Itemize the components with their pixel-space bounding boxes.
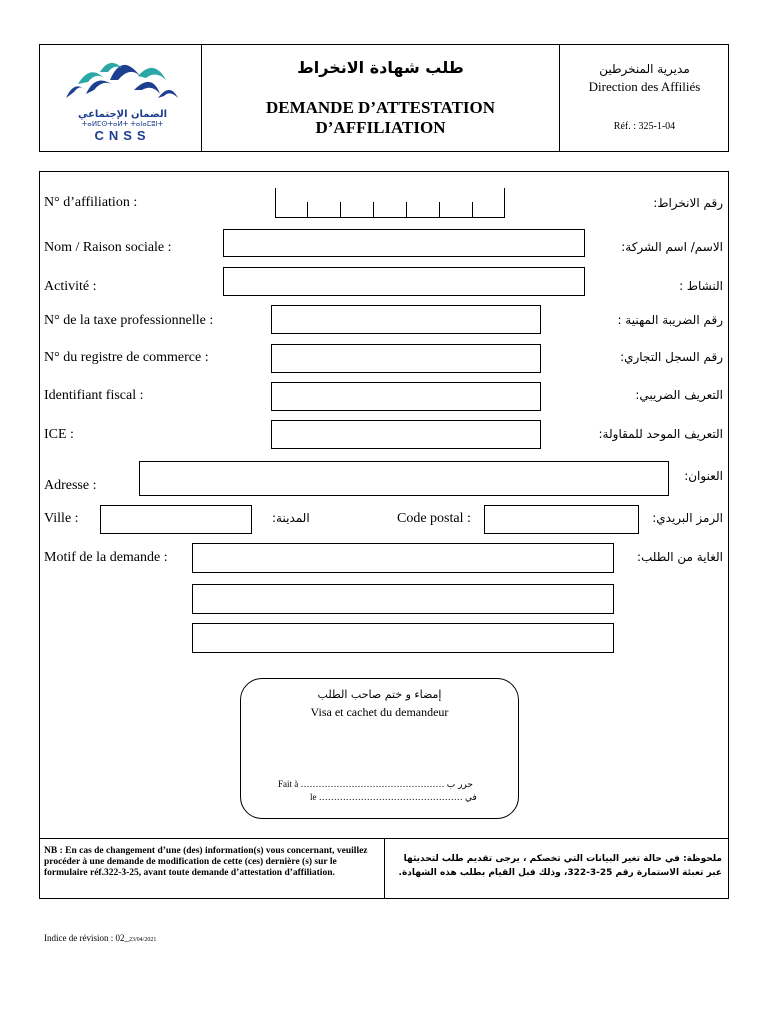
address-label: Adresse : — [44, 478, 97, 493]
activity-field[interactable] — [223, 267, 585, 296]
tax-id-field[interactable] — [271, 382, 541, 411]
logo-acronym: CNSS — [94, 128, 151, 143]
revision-date: 23/04/2021 — [128, 937, 157, 943]
title-french-line2: D’AFFILIATION — [315, 118, 446, 137]
tax-label-arabic: رقم الضريبة المهنية : — [617, 313, 723, 327]
tax-label: N° de la taxe professionnelle : — [44, 313, 214, 328]
cnss-logo-mark — [60, 50, 185, 108]
le-label: le — [310, 792, 317, 802]
tax-field[interactable] — [271, 305, 541, 334]
affiliation-digit-grid — [275, 188, 505, 218]
postal-code-label-arabic: الرمز البريدي: — [652, 511, 723, 525]
logo-arabic-name: الضمان الإجتماعي — [77, 109, 168, 120]
address-field[interactable] — [139, 461, 669, 496]
trade-register-label-arabic: رقم السجل التجاري: — [620, 350, 723, 364]
ice-field[interactable] — [271, 420, 541, 449]
title-arabic: طلب شهادة الانخراط — [297, 58, 464, 77]
tax-id-label: Identifiant fiscal : — [44, 388, 144, 403]
ice-label-arabic: التعريف الموحد للمقاولة: — [598, 427, 723, 441]
signature-title-french: Visa et cachet du demandeur — [310, 705, 449, 719]
fait-a-line — [278, 779, 473, 790]
department-arabic: مديرية المنخرطين — [599, 62, 690, 76]
affiliation-label-arabic: رقم الانخراط: — [653, 196, 723, 210]
name-label-arabic: الاسم/ اسم الشركة: — [621, 240, 723, 254]
request-reason-label: Motif de la demande : — [44, 550, 168, 565]
name-label: Nom / Raison sociale : — [44, 240, 172, 255]
ice-label: ICE : — [44, 427, 74, 442]
header-divider-right — [559, 44, 560, 152]
fait-a-label: Fait à — [278, 779, 299, 789]
cnss-logo — [60, 50, 185, 145]
reference-number: Réf. : 325-1-04 — [613, 121, 676, 132]
activity-label: Activité : — [44, 279, 97, 294]
department-french: Direction des Affiliés — [588, 79, 701, 94]
postal-code-field[interactable] — [484, 505, 639, 534]
note-french: NB : En cas de changement d’une (des) information(s) vous concernant, veuillez procéder à une demande de modification de cette (ces) dernière (s) sur le formulaire réf.322-3-25, avant toute demande d’attestation d’affiliation. — [44, 846, 368, 878]
le-line — [310, 792, 477, 803]
title-french-line1: DEMANDE D’ATTESTATION — [265, 98, 496, 117]
postal-code-label: Code postal : — [397, 511, 471, 526]
harrir-label: حرر ب — [446, 780, 473, 790]
revision-index — [44, 933, 156, 943]
request-reason-field-2[interactable] — [192, 584, 614, 614]
le-dots[interactable]: ………………………………………… — [318, 792, 463, 802]
request-reason-label-arabic: الغاية من الطلب: — [636, 550, 723, 564]
request-reason-field-3[interactable] — [192, 623, 614, 653]
tax-id-label-arabic: التعريف الضريبي: — [635, 388, 723, 402]
address-label-arabic: العنوان: — [684, 469, 723, 483]
affiliation-label: N° d’affiliation : — [44, 195, 138, 210]
trade-register-label: N° du registre de commerce : — [44, 350, 209, 365]
affiliation-digit-boxes[interactable] — [275, 188, 505, 218]
fait-a-dots[interactable]: ………………………………………… — [300, 779, 445, 789]
signature-title-arabic: إمضاء و ختم صاحب الطلب — [317, 688, 442, 701]
name-field[interactable] — [223, 229, 585, 257]
city-label: Ville : — [44, 511, 79, 526]
request-reason-field-1[interactable] — [192, 543, 614, 573]
city-field[interactable] — [100, 505, 252, 534]
activity-label-arabic: النشاط : — [679, 279, 723, 293]
city-label-arabic: المدينة: — [272, 511, 310, 525]
revision-label: Indice de révision : 02_ — [44, 933, 129, 943]
notes-divider — [384, 838, 385, 899]
note-arabic: ملحوظة: في حالة تغير البيانات التي تخصكم ، يرجى تقديم طلب لتحديثها عبر تعبئة الاستمارة رقم 25-3-322، وذلك قبل القيام بطلب هذه الشهادة. — [398, 854, 722, 878]
fi-label: في — [465, 793, 477, 803]
logo-tifinagh-name: ⵜⴰⵍⵎⵙⵜⴰⵍⵜ ⵜⴰⵏⴰⵎⵓⵏⵜ — [81, 120, 164, 128]
trade-register-field[interactable] — [271, 344, 541, 373]
